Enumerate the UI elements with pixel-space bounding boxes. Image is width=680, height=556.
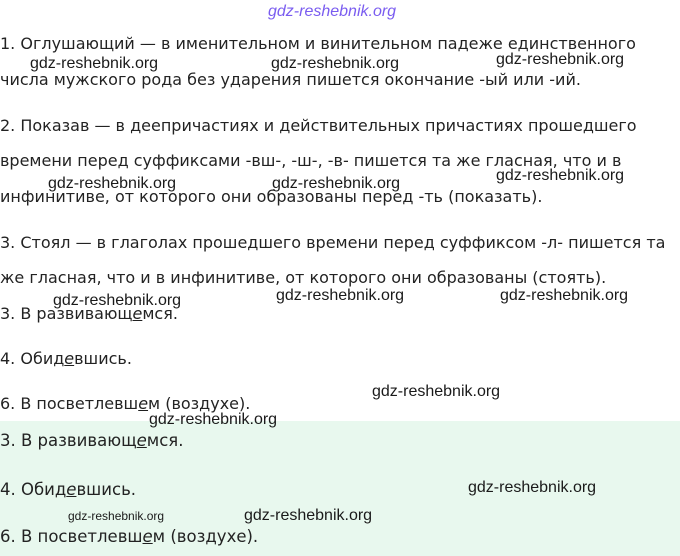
answer-6-before: 6. В посветлевш <box>0 394 139 413</box>
green-answer-3-before: 3. В развивающ <box>0 431 137 450</box>
green-answer-6-after: м (воздухе). <box>152 527 259 546</box>
answer-6-after: м (воздухе). <box>148 394 251 413</box>
watermark: gdz-reshebnik.org <box>500 287 629 304</box>
answer-4-after: вшись. <box>74 349 132 368</box>
answer-3-before: 3. В развивающ <box>0 304 133 323</box>
green-answer-4-before: 4. Обид <box>0 480 67 499</box>
answer-3-after: мся. <box>142 304 178 323</box>
answer-6-letter: е <box>138 394 149 413</box>
watermark: gdz-reshebnik.org <box>496 167 625 184</box>
watermark: gdz-reshebnik.org <box>276 287 405 304</box>
watermark: gdz-reshebnik.org <box>372 383 501 400</box>
answer-4-before: 4. Обид <box>0 349 65 368</box>
item-1-line-1: 1. Оглушающий — в именительном и винительном падеже единственного <box>0 34 636 53</box>
watermark: gdz-reshebnik.org <box>149 411 278 428</box>
watermark: gdz-reshebnik.org <box>244 507 373 524</box>
watermark: gdz-reshebnik.org <box>272 175 401 192</box>
item-1-line-2: числа мужского рода без ударения пишется окончание -ый или -ий. <box>0 70 581 89</box>
answer-4 <box>0 349 132 368</box>
item-2-line-3: инфинитиве, от которого они образованы перед -ть (показать). <box>0 187 543 206</box>
green-answer-4 <box>0 480 136 499</box>
watermark-header: gdz-reshebnik.org <box>268 3 397 20</box>
item-3-line-2: же гласная, что и в инфинитиве, от которого они образованы (стоять). <box>0 268 607 287</box>
watermark: gdz-reshebnik.org <box>48 175 177 192</box>
answer-4-letter: е <box>64 349 75 368</box>
watermark: gdz-reshebnik.org <box>496 51 625 68</box>
green-answer-3-letter: е <box>136 431 147 450</box>
green-answer-4-after: вшись. <box>76 480 137 499</box>
item-3-line-1: 3. Стоял — в глаголах прошедшего времени перед суффиксом -л- пишется та <box>0 233 666 252</box>
item-2-line-2: времени перед суффиксами -вш-, -ш-, -в- пишется та же гласная, что и в <box>0 151 622 170</box>
watermark: gdz-reshebnik.org <box>30 55 159 72</box>
green-answer-6 <box>0 527 258 546</box>
green-answer-3-after: мся. <box>146 431 184 450</box>
watermark-small: gdz-reshebnik.org <box>68 509 165 523</box>
watermark: gdz-reshebnik.org <box>53 292 182 309</box>
item-2-line-1: 2. Показав — в деепричастиях и действительных причастиях прошедшего <box>0 116 637 135</box>
answer-3-letter: е <box>132 304 143 323</box>
watermark: gdz-reshebnik.org <box>271 55 400 72</box>
green-answer-6-before: 6. В посветлевш <box>0 527 143 546</box>
green-answer-4-letter: е <box>66 480 77 499</box>
green-answer-6-letter: е <box>142 527 153 546</box>
green-answer-3 <box>0 431 183 450</box>
watermark: gdz-reshebnik.org <box>468 479 597 496</box>
